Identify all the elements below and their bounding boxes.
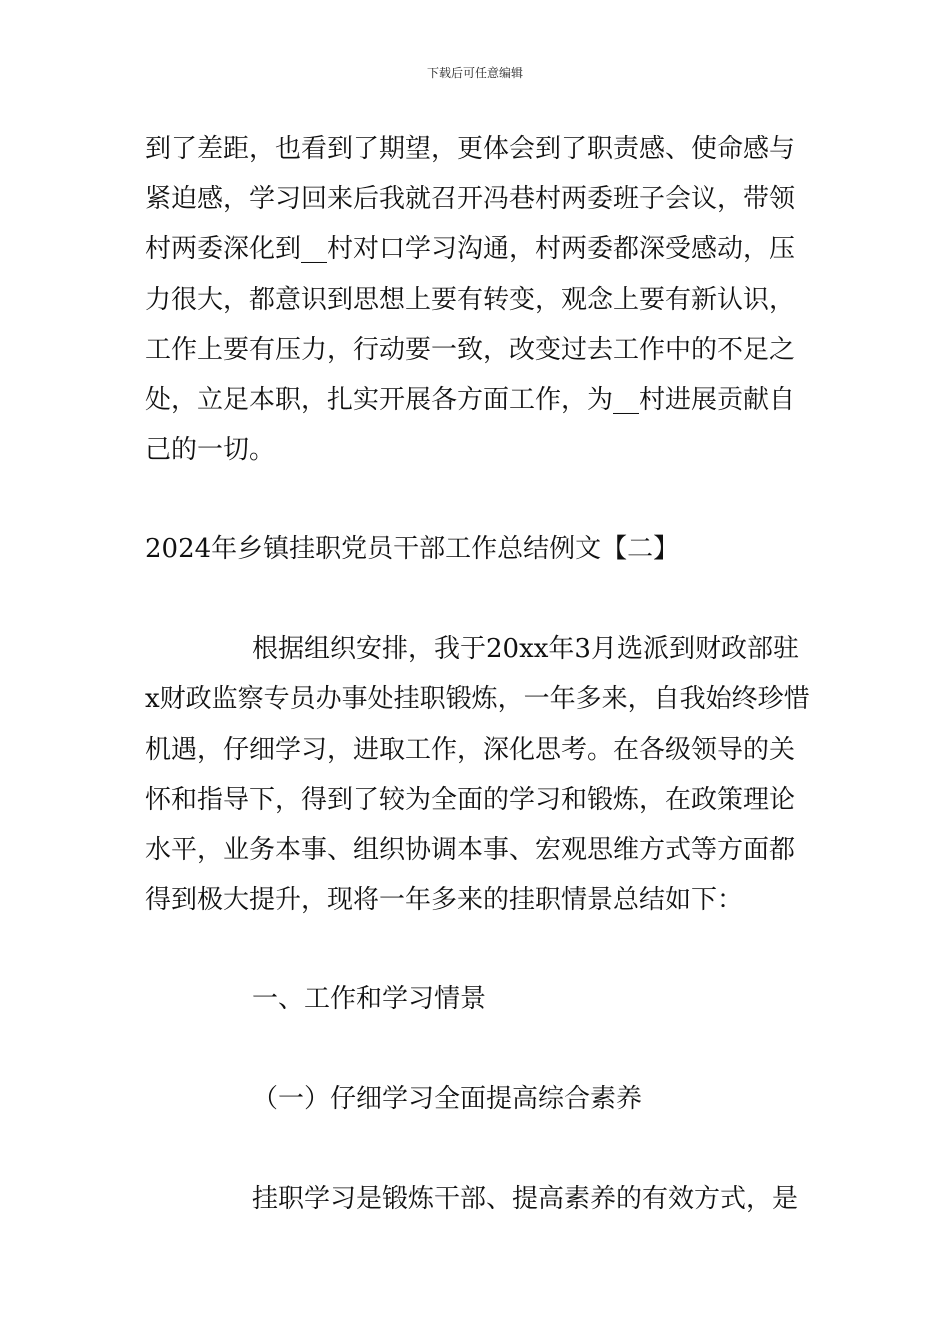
paragraph-1-line: 村两委深化到__村对口学习沟通，村两委都深受感动，压 <box>145 234 796 264</box>
paragraph-2-line: 水平，业务本事、组织协调本事、宏观思维方式等方面都 <box>145 835 796 865</box>
paragraph-1-line: 工作上要有压力，行动要一致，改变过去工作中的不足之 <box>145 335 796 365</box>
paragraph-2-line: 根据组织安排，我于20xx年3月选派到财政部驻 <box>252 634 799 664</box>
paragraph-3-line: 挂职学习是锻炼干部、提高素养的有效方式，是 <box>252 1184 799 1214</box>
paragraph-2-line: 得到极大提升，现将一年多来的挂职情景总结如下： <box>145 885 744 915</box>
paragraph-1-line: 紧迫感，学习回来后我就召开冯巷村两委班子会议，带领 <box>145 184 796 214</box>
paragraph-2-line: 怀和指导下，得到了较为全面的学习和锻炼，在政策理论 <box>145 785 796 815</box>
paragraph-1-line: 力很大，都意识到思想上要有转变，观念上要有新认识， <box>145 285 796 315</box>
paragraph-1-line: 到了差距，也看到了期望，更体会到了职责感、使命感与 <box>145 134 796 164</box>
section-title: 2024年乡镇挂职党员干部工作总结例文【二】 <box>145 534 680 564</box>
paragraph-2-line: x财政监察专员办事处挂职锻炼，一年多来，自我始终珍惜 <box>145 684 810 714</box>
heading-2: （一）仔细学习全面提高综合素养 <box>252 1084 643 1114</box>
page-header: 下载后可任意编辑 <box>426 66 523 80</box>
paragraph-1-line: 处，立足本职，扎实开展各方面工作，为__村进展贡献自 <box>145 385 796 415</box>
paragraph-1-line: 己的一切。 <box>145 435 276 465</box>
heading-1: 一、工作和学习情景 <box>252 984 487 1014</box>
paragraph-2-line: 机遇，仔细学习，进取工作，深化思考。在各级领导的关 <box>145 735 796 765</box>
